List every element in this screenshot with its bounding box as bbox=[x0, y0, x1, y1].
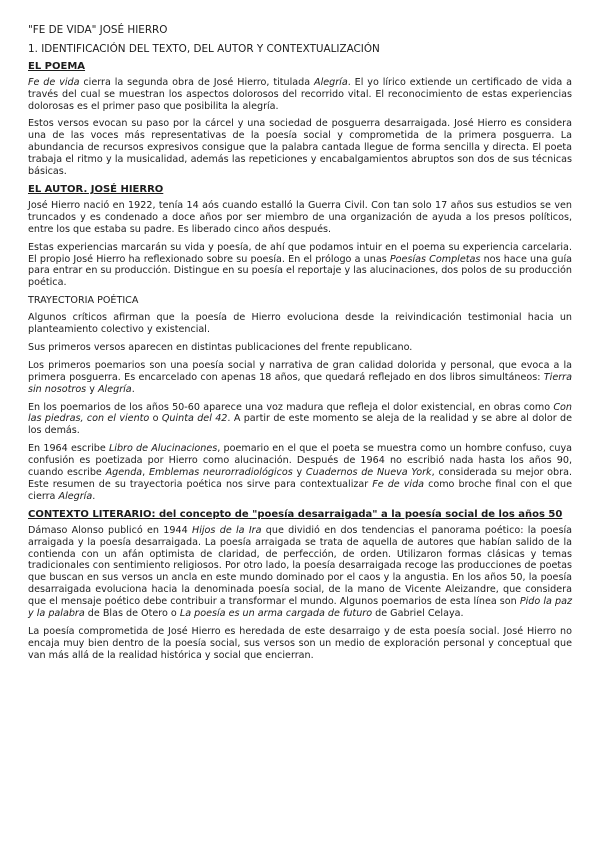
text-run: , considerada su mejor obra. Este resumen de su trayectoria poética nos sirve para contextualizar bbox=[28, 467, 573, 490]
italic-title: Pido la paz y la palabra bbox=[28, 596, 572, 620]
paragraph bbox=[28, 200, 572, 236]
heading-el-poema: EL POEMA bbox=[28, 60, 86, 72]
text-run: , poemario en el que el poeta se muestra como un hombre confuso, cuya confusión es poetizada por Hierro como alucinación. Después de 1964 no escribió nada hasta los años 90, cuando escribe bbox=[28, 443, 572, 479]
text-run: . bbox=[92, 490, 96, 502]
text-run: . bbox=[131, 383, 135, 395]
text-run: como broche final con el que cierra bbox=[28, 479, 573, 502]
paragraph bbox=[28, 312, 572, 336]
text-run: Sus primeros versos aparecen en distintas publicaciones del frente republicano. bbox=[28, 341, 413, 353]
document-page bbox=[28, 25, 572, 668]
paragraph bbox=[28, 443, 572, 503]
italic-title: Tierra sin nosotros bbox=[28, 371, 572, 395]
italic-title: Alegría bbox=[97, 383, 132, 395]
italic-title: Emblemas neurorradiológicos bbox=[148, 467, 293, 479]
text-run: de Gabriel Celaya. bbox=[372, 608, 464, 620]
paragraph bbox=[28, 77, 572, 113]
italic-title: Fe de vida bbox=[372, 479, 425, 490]
paragraph bbox=[28, 402, 572, 438]
text-run: Los primeros poemarios son una poesía social y narrativa de gran calidad dolorida y personal, que evoca a la primera posguerra. Es encarcelado con apenas 18 años, que quedará reflejado en dos libros simultáneos: bbox=[28, 359, 572, 383]
text-run: En los poemarios de los años 50-60 aparece una voz madura que refleja el dolor existencial, en obras como bbox=[28, 401, 554, 413]
paragraph bbox=[28, 342, 572, 354]
heading-el-autor: EL AUTOR. JOSÉ HIERRO bbox=[28, 183, 164, 195]
text-run: Algunos críticos afirman que la poesía de Hierro evoluciona desde la reivindicación testimonial hacia un planteamiento colectivo y existencial. bbox=[28, 312, 572, 336]
paragraph bbox=[28, 626, 572, 662]
text-run: . A partir de este momento se aleja de la realidad y se abre al dolor de los demás. bbox=[28, 413, 573, 437]
paragraph bbox=[28, 360, 572, 396]
text-run: , bbox=[142, 467, 149, 479]
italic-title: Alegría bbox=[314, 76, 348, 88]
text-run: nos hace una guía para entrar en su producción. Distingue en su poesía el reportaje y las alucinaciones, dos polos de su producción poética. bbox=[28, 253, 572, 289]
italic-title: Libro de Alucinaciones bbox=[108, 443, 218, 455]
italic-title: Alegría bbox=[58, 490, 93, 502]
heading-contexto: CONTEXTO LITERARIO: del concepto de "poesía desarraigada" a la poesía social de los años 50 bbox=[28, 508, 563, 520]
document-title: "FE DE VIDA" JOSÉ HIERRO bbox=[28, 24, 168, 36]
text-run: Estas experiencias marcarán su vida y poesía, de ahí que podamos intuir en el poema su experiencia carcelaria. El propio José Hierro ha reflexionado sobre su poesía. En el prólogo a unas bbox=[28, 241, 572, 265]
text-run: José Hierro nació en 1922, tenía 14 aós cuando estalló la Guerra Civil. Con tan solo 17 años sus estudios se ven truncados y es condenado a doce años por ser miembro de una organización de ayuda a los presos políticos, entre los que estaba su padre. Es liberado cinco años después. bbox=[28, 199, 572, 235]
heading-trayectoria: TRAYECTORIA POÉTICA bbox=[28, 295, 139, 307]
italic-title: Con las piedras, con el viento bbox=[28, 401, 572, 425]
text-run: o bbox=[149, 413, 162, 425]
italic-title: La poesía es un arma cargada de futuro bbox=[179, 608, 373, 620]
italic-title: Cuadernos de Nueva York bbox=[305, 467, 432, 479]
text-run: de Blas de Otero o bbox=[84, 608, 180, 620]
italic-title: Fe de vida bbox=[28, 76, 80, 88]
text-run: cierra la segunda obra de José Hierro, titulada bbox=[79, 76, 315, 88]
paragraph bbox=[28, 242, 572, 290]
text-run: y bbox=[292, 467, 306, 479]
paragraph bbox=[28, 118, 572, 178]
text-run: En 1964 escribe bbox=[28, 443, 109, 455]
text-run: Dámaso Alonso publicó en 1944 bbox=[28, 524, 193, 536]
text-run: y bbox=[86, 383, 98, 395]
italic-title: Agenda bbox=[105, 467, 143, 479]
italic-title: Quinta del 42 bbox=[161, 413, 228, 425]
paragraph bbox=[28, 525, 572, 620]
text-run: La poesía comprometida de José Hierro es heredada de este desarraigo y de esta poesía social. José Hierro no encaja muy bien dentro de la poesía social, sus versos son un medio de exploración personal y conceptual que van más allá de la realidad histórica y social que encierran. bbox=[28, 625, 572, 661]
text-run: . El yo lírico extiende un certificado de vida a través del cual se muestran los aspectos dolorosos del recorrido vital. El reconocimiento de estas experiencias dolorosas es el primer paso que posibilita la alegría. bbox=[28, 76, 573, 112]
italic-title: Poesías Completas bbox=[389, 253, 481, 265]
italic-title: Hijos de la Ira bbox=[192, 524, 262, 536]
text-run: Estos versos evocan su paso por la cárcel y una sociedad de posguerra desarraigada. José Hierro es considera una de las voces más representativas de la poesía social y comprometida de la primera posguerra. La abundancia de recursos expresivos consigue que la palabra cantada llegue de forma sencilla y directa. El poeta trabaja el ritmo y la musicalidad, además las repeticiones y encabalgamientos abruptos son dos de sus técnicas básicas. bbox=[28, 118, 572, 178]
section-title: 1. IDENTIFICACIÓN DEL TEXTO, DEL AUTOR Y CONTEXTUALIZACIÓN bbox=[28, 42, 380, 55]
text-run: que dividió en dos tendencias el panorama poético: la poesía arraigada y la poesía desarraigada. La poesía arraigada se trata de aquella de autores que habían salido de la contienda con un afán optimista de claridad, de perfección, de orden. Utilizaron formas clásicas y temas tradicionales con sentimiento religiosos. Por otro lado, la poesía desarraigada recoge las producciones de poetas que buscan en sus versos un ancla en este mundo dominado por el caos y la angustia. En los años 50, la poesía desarraigada evoluciona hacia la denominada poesía social, de la mano de Vicente Aleizandre, que considera que el mensaje poético debe contribuir a transformar el mundo. Algunos poemarios de esta línea son bbox=[28, 524, 572, 608]
